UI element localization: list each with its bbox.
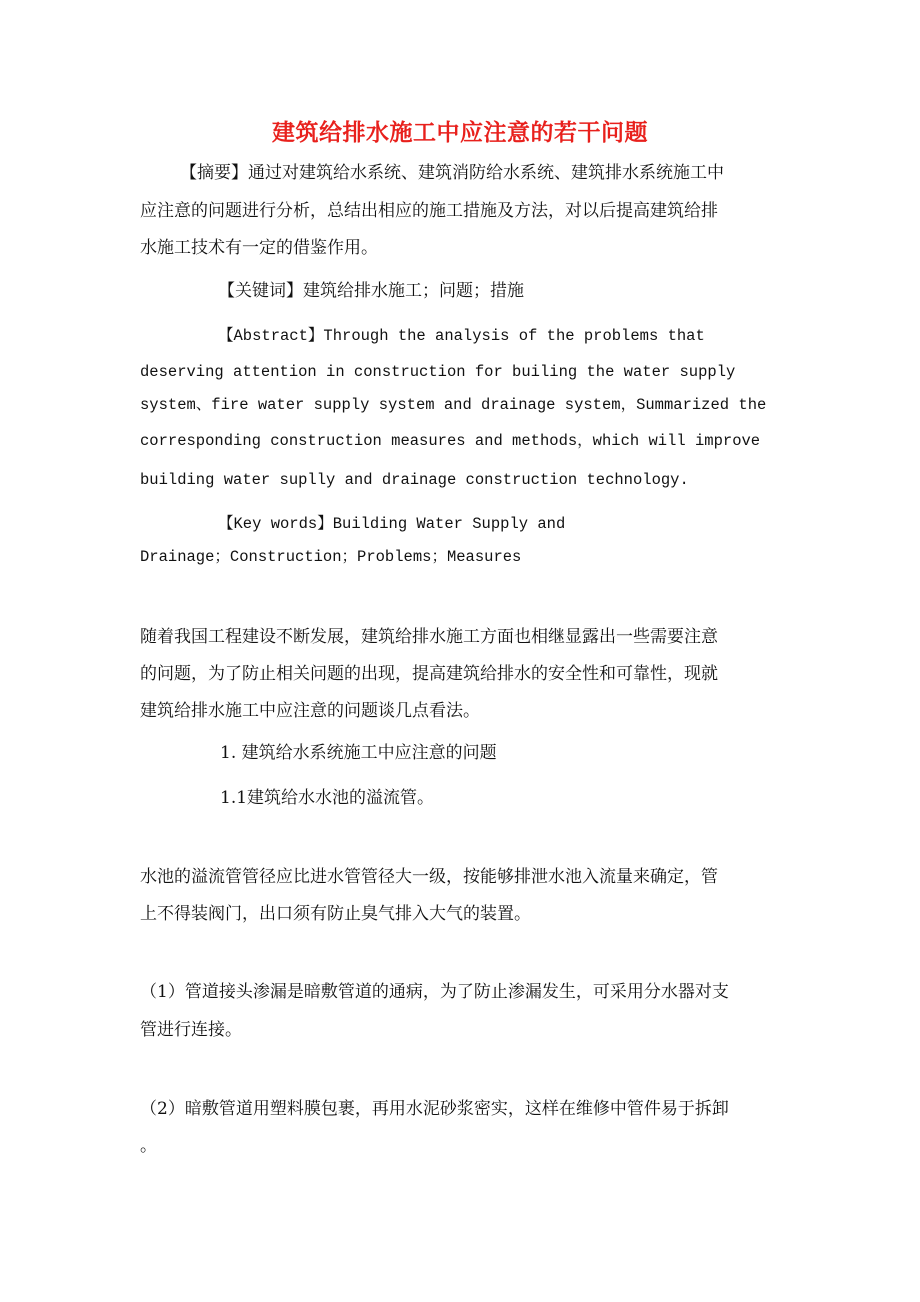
abstract-en-line: system、fire water supply system and drainage system，Summarized the xyxy=(140,396,767,414)
intro-line: 随着我国工程建设不断发展，建筑给排水施工方面也相继显露出一些需要注意 xyxy=(140,627,718,647)
intro-line: 建筑给排水施工中应注意的问题谈几点看法。 xyxy=(140,701,480,721)
abstract-cn-line: 水施工技术有一定的借鉴作用。 xyxy=(140,238,378,258)
overflow-line: 水池的溢流管管径应比进水管管径大一级，按能够排泄水池入流量来确定，管 xyxy=(140,867,718,887)
overflow-line: 上不得装阀门，出口须有防止臭气排入大气的装置。 xyxy=(140,904,531,924)
list-item-1-line: 管进行连接。 xyxy=(140,1020,242,1040)
keywords-cn: 【关键词】建筑给排水施工；问题；措施 xyxy=(218,281,524,301)
abstract-en-line: 【Abstract】Through the analysis of the problems that xyxy=(218,327,705,345)
abstract-cn-line: 应注意的问题进行分析，总结出相应的施工措施及方法，对以后提高建筑给排 xyxy=(140,201,718,221)
abstract-en-line: building water suplly and drainage construction technology. xyxy=(140,471,689,489)
abstract-en-line: corresponding construction measures and methods，which will improve xyxy=(140,432,761,450)
abstract-cn-line: 【摘要】通过对建筑给水系统、建筑消防给水系统、建筑排水系统施工中 xyxy=(180,163,724,183)
list-item-1-line: （1）管道接头渗漏是暗敷管道的通病，为了防止渗漏发生，可采用分水器对支 xyxy=(140,982,729,1002)
list-item-2-line: （2）暗敷管道用塑料膜包裹，再用水泥砂浆密实，这样在维修中管件易于拆卸 xyxy=(140,1099,729,1119)
document-title: 建筑给排水施工中应注意的若干问题 xyxy=(272,120,648,146)
keywords-en-line: 【Key words】Building Water Supply and xyxy=(218,515,566,533)
section-1-1-heading: 1.1建筑给水水池的溢流管。 xyxy=(220,788,435,808)
intro-line: 的问题，为了防止相关问题的出现，提高建筑给排水的安全性和可靠性，现就 xyxy=(140,664,718,684)
keywords-en-line: Drainage；Construction；Problems；Measures xyxy=(140,548,522,566)
section-1-heading: 1. 建筑给水系统施工中应注意的问题 xyxy=(220,743,497,763)
abstract-en-line: deserving attention in construction for builing the water supply xyxy=(140,363,736,381)
list-item-2-line: 。 xyxy=(140,1136,157,1156)
